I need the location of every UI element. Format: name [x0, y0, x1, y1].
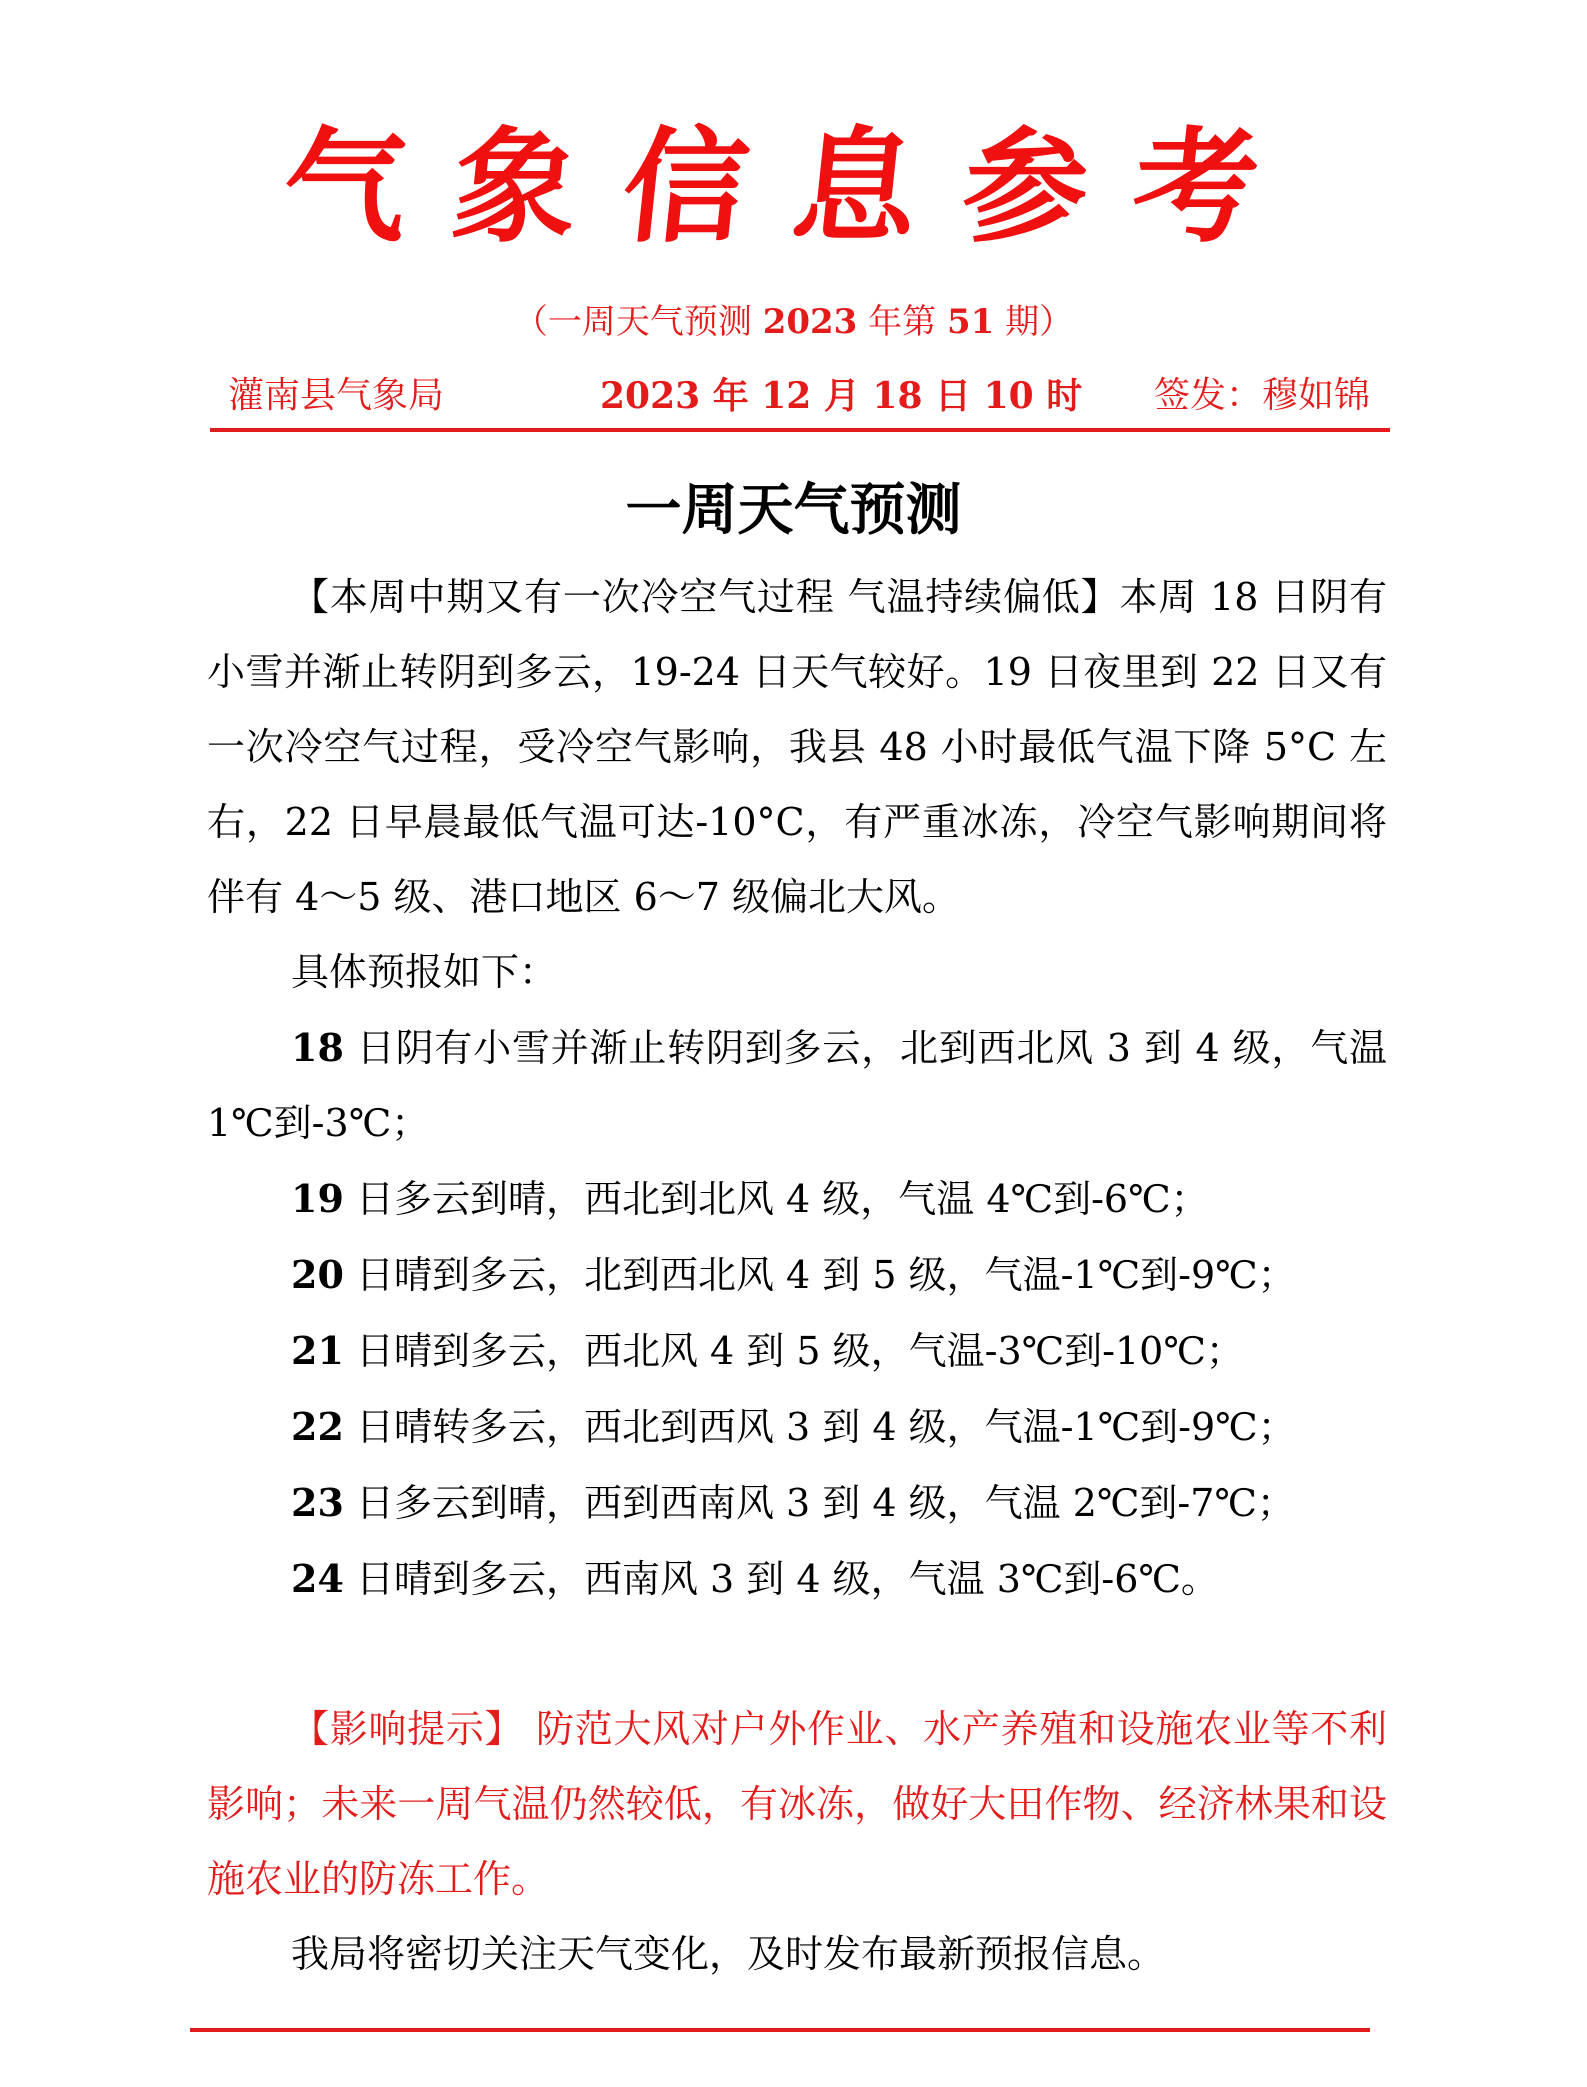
- forecast-day-24: [207, 1541, 1387, 1617]
- intro-line: 具体预报如下：: [291, 950, 558, 994]
- forecast-day-text: 日晴到多云，西南风 3 到 4 级，气温 3℃到-6℃。: [343, 1557, 1219, 1601]
- forecast-day-number: 18: [291, 1025, 344, 1070]
- forecast-list: [207, 1010, 1387, 1617]
- forecast-day-19: [207, 1161, 1387, 1237]
- forecast-day-text: 日多云到晴，西到西南风 3 到 4 级，气温 2℃到-7℃；: [343, 1481, 1295, 1525]
- forecast-day-23: [207, 1465, 1387, 1541]
- bottom-divider: [190, 2028, 1370, 2032]
- issue-num: 51: [946, 302, 995, 342]
- closing-line: 我局将密切关注天气变化，及时发布最新预报信息。: [291, 1932, 1166, 1976]
- forecast-body: [207, 560, 1387, 1992]
- issue-suffix: 期）: [994, 302, 1074, 342]
- forecast-day-text: 日多云到晴，西北到北风 4 级，气温 4℃到-6℃；: [343, 1177, 1209, 1221]
- forecast-day-18: [207, 1010, 1387, 1161]
- page-title: 一周天气预测: [625, 477, 962, 543]
- issue-number: [0, 298, 1587, 346]
- issue-date: 2023 年 12 月 18 日 10 时: [600, 375, 1083, 417]
- meta-row: [210, 368, 1370, 424]
- issue-prefix: （一周天气预测: [513, 302, 763, 342]
- top-divider: [210, 428, 1390, 432]
- forecast-day-number: 23: [291, 1480, 344, 1525]
- summary-paragraph: 【本周中期又有一次冷空气过程 气温持续偏低】本周 18 日阴有小雪并渐止转阴到多云，19-24 日天气较好。19 日夜里到 22 日又有一次冷空气过程，受冷空气影响，我县 48 小时最低气温下降 5°C 左右，22 日早晨最低气温可达-10°C，有严重冰冻，冷空气影响期间将伴有 4～5 级、港口地区 6～7 级偏北大风。: [207, 575, 1387, 919]
- issue-mid: 年第: [857, 302, 947, 342]
- forecast-day-number: 19: [291, 1176, 344, 1221]
- forecast-day-text: 日晴到多云，北到西北风 4 到 5 级，气温-1℃到-9℃；: [343, 1253, 1296, 1297]
- forecast-day-text: 日阴有小雪并渐止转阴到多云，北到西北风 3 到 4 级，气温 1℃到-3℃；: [207, 1026, 1387, 1145]
- masthead-title: 气象信息参考: [275, 116, 1312, 260]
- signer: 签发：穆如锦: [1153, 375, 1370, 416]
- forecast-day-number: 20: [291, 1252, 344, 1297]
- forecast-day-22: [207, 1389, 1387, 1465]
- forecast-day-number: 24: [291, 1556, 344, 1601]
- impact-hint: 【影响提示】 防范大风对户外作业、水产养殖和设施农业等不利影响；未来一周气温仍然较低，有冰冻，做好大田作物、经济林果和设施农业的防冻工作。: [207, 1707, 1387, 1901]
- forecast-day-number: 21: [291, 1328, 344, 1373]
- issuing-organization: 灌南县气象局: [228, 375, 445, 416]
- forecast-day-20: [207, 1237, 1387, 1313]
- forecast-day-text: 日晴转多云，西北到西风 3 到 4 级，气温-1℃到-9℃；: [343, 1405, 1296, 1449]
- forecast-day-number: 22: [291, 1404, 344, 1449]
- forecast-day-21: [207, 1313, 1387, 1389]
- forecast-day-text: 日晴到多云，西北风 4 到 5 级，气温-3℃到-10℃；: [343, 1329, 1244, 1373]
- issue-year: 2023: [762, 302, 858, 342]
